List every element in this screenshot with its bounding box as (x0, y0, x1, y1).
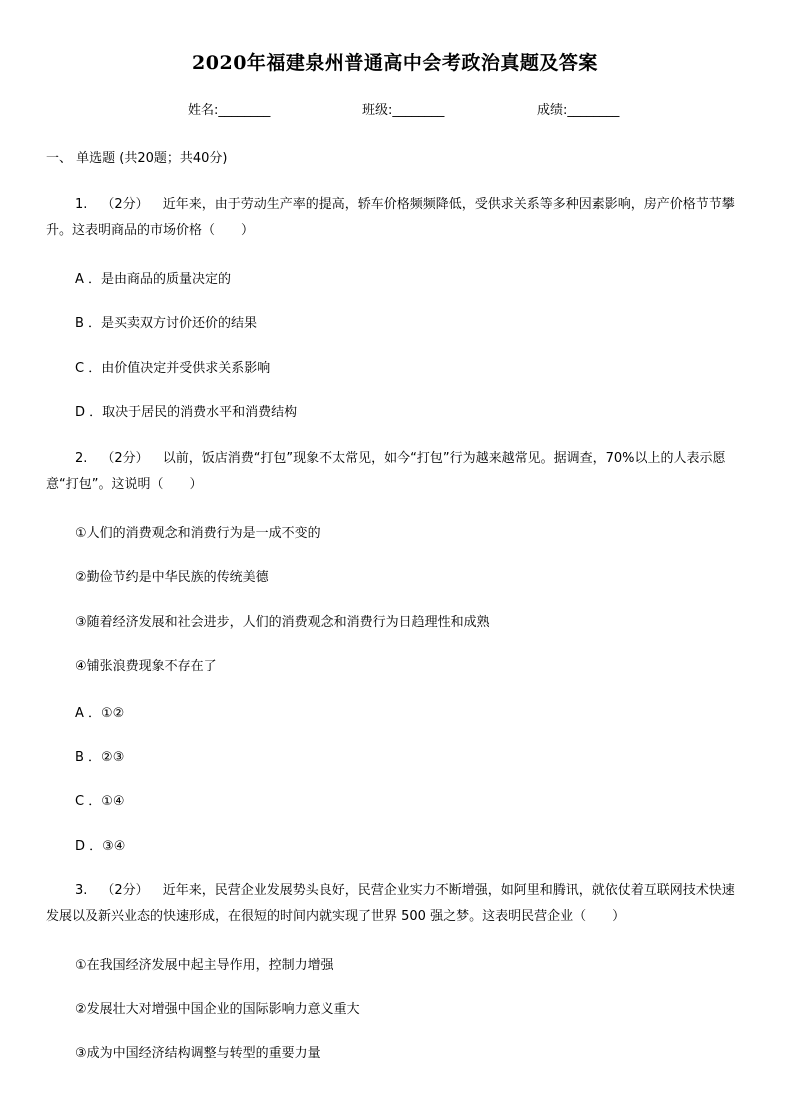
statement-3: ③成为中国经济结构调整与转型的重要力量 (75, 1046, 321, 1061)
option-d: D ．③④ (75, 839, 126, 854)
name-field: 姓名:________ (188, 103, 271, 118)
option-d: D ．取决于居民的消费水平和消费结构 (75, 405, 298, 420)
question-text: 近年来，由于劳动生产率的提高，轿车价格频频降低，受供求关系等多种因素影响，房产价格节节攀升。这表明商品的市场价格（ ） (46, 197, 735, 238)
option-c: C ．由价值决定并受供求关系影响 (75, 361, 271, 376)
statement-2: ②勤俭节约是中华民族的传统美德 (75, 570, 269, 585)
question-text: 近年来，民营企业发展势头良好，民营企业实力不断增强，如阿里和腾讯，就依仗着互联网技术快速发展以及新兴业态的快速形成，在很短的时间内就实现了世界 500 强之梦。这表明民营企业（ ） (46, 883, 735, 924)
question-number: 1. (75, 197, 88, 212)
option-a: A ．①② (75, 706, 125, 721)
section-heading: 一、 单选题 (共20题；共40分) (46, 151, 228, 166)
statement-2: ②发展壮大对增强中国企业的国际影响力意义重大 (75, 1002, 360, 1017)
page-title: 2020年福建泉州普通高中会考政治真题及答案 (192, 52, 598, 74)
question-3 (46, 878, 746, 930)
score-field: 成绩:________ (537, 103, 620, 118)
question-text: 以前，饭店消费“打包”现象不太常见，如今“打包”行为越来越常见。据调查，70%以上的人表示愿意“打包”。这说明（ ） (46, 451, 726, 492)
question-score: （2分） (101, 451, 149, 466)
question-1 (46, 192, 746, 244)
option-b: B ．②③ (75, 750, 125, 765)
option-a: A ．是由商品的质量决定的 (75, 272, 232, 287)
question-2 (46, 446, 746, 498)
option-b: B ．是买卖双方讨价还价的结果 (75, 316, 258, 331)
question-number: 3. (75, 883, 88, 898)
option-c: C ．①④ (75, 794, 125, 809)
question-score: （2分） (101, 197, 149, 212)
class-field: 班级:________ (362, 103, 445, 118)
statement-1: ①人们的消费观念和消费行为是一成不变的 (75, 526, 321, 541)
statement-1: ①在我国经济发展中起主导作用，控制力增强 (75, 958, 334, 973)
question-score: （2分） (101, 883, 149, 898)
statement-3: ③随着经济发展和社会进步，人们的消费观念和消费行为日趋理性和成熟 (75, 615, 490, 630)
question-number: 2. (75, 451, 88, 466)
statement-4: ④铺张浪费现象不存在了 (75, 659, 217, 674)
